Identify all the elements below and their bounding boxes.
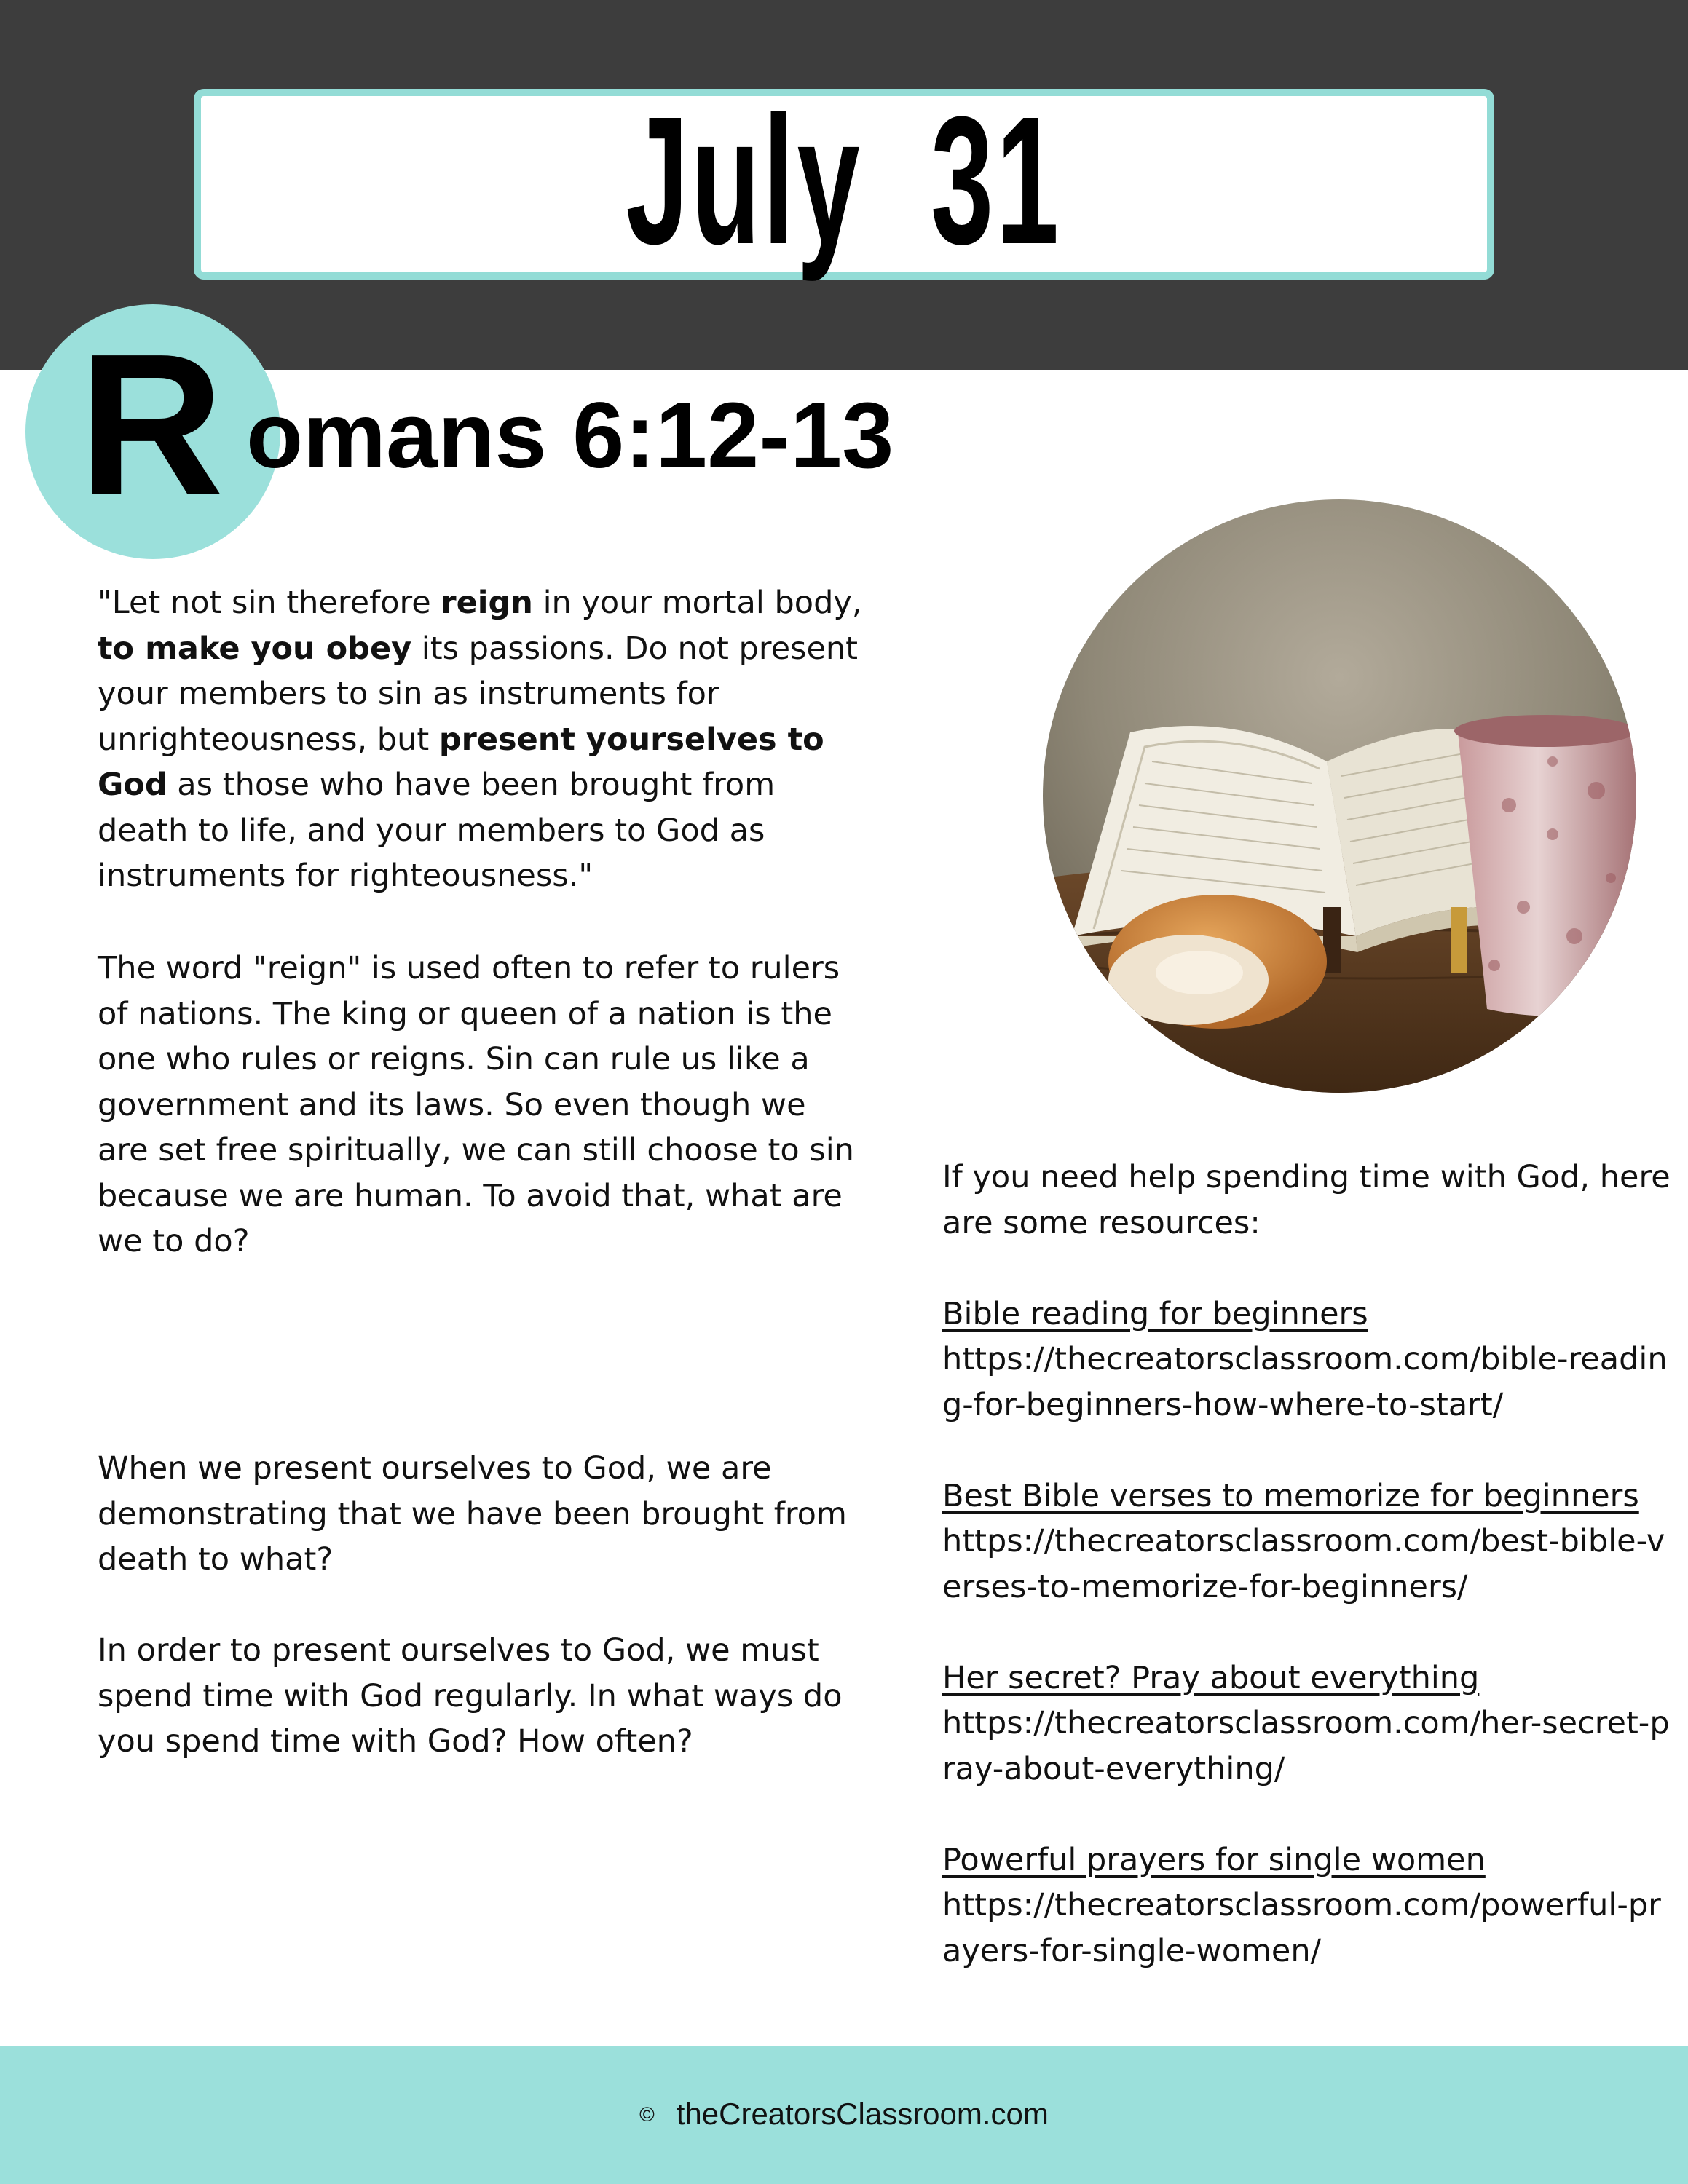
scripture-bold-present: present yourselves to God	[98, 721, 824, 803]
copyright-icon: ©	[639, 2103, 655, 2126]
resource-url[interactable]: https://thecreatorsclassroom.com/best-bible-verses-to-memorize-for-beginners/	[942, 1523, 1665, 1605]
present-text: When we present ourselves to God, we are demonstrating that we have been brought from death to what?	[98, 1450, 847, 1578]
drop-cap-letter: R	[79, 312, 224, 537]
resource-link-bible-reading[interactable]: Bible reading for beginners	[942, 1295, 1368, 1332]
resource-url[interactable]: https://thecreatorsclassroom.com/her-secret-pray-about-everything/	[942, 1705, 1670, 1787]
reign-paragraph	[98, 946, 862, 1265]
resource-link-prayers-single-women[interactable]: Powerful prayers for single women	[942, 1841, 1486, 1878]
date-banner	[194, 79, 1494, 282]
resource-url[interactable]: https://thecreatorsclassroom.com/bible-reading-for-beginners-how-where-to-start/	[942, 1341, 1668, 1423]
scripture-segment: "Let not sin therefore	[98, 585, 441, 621]
resources-intro: If you need help spending time with God, here are some resources:	[942, 1159, 1671, 1241]
scripture-bold-obey: to make you obey	[98, 630, 412, 667]
scripture-segment: in your mortal body,	[532, 585, 862, 621]
scripture-text	[98, 580, 862, 899]
resource-link-pray-about-everything[interactable]: Her secret? Pray about everything	[942, 1659, 1480, 1696]
scripture-segment: as those who have been brought from death to life, and your members to God as instruments for righteousness."	[98, 767, 776, 894]
resource-item	[942, 1473, 1671, 1610]
bible-bread-cup-photo	[1043, 499, 1636, 1093]
footer-site[interactable]: theCreatorsClassroom.com	[676, 2097, 1049, 2131]
verse-reference: omans 6:12-13	[246, 384, 894, 488]
resources-section	[942, 1155, 1671, 1974]
resource-item	[942, 1291, 1671, 1428]
reign-text: The word "reign" is used often to refer to rulers of nations. The king or queen of a nation is the one who rules or reigns. Sin can rule us like a government and its laws. So even though we are set free spiritually, we can still choose to sin because we are human. To avoid that, what are we to do?	[98, 950, 854, 1259]
scripture-bold-reign: reign	[441, 585, 533, 621]
resource-item	[942, 1655, 1671, 1792]
resource-item	[942, 1837, 1671, 1974]
time-with-god-question	[98, 1628, 862, 1765]
present-question	[98, 1446, 862, 1583]
date-title: July 31	[626, 79, 1062, 282]
photo-illustration	[1043, 499, 1636, 1093]
scripture-paragraph	[98, 580, 862, 899]
time-text: In order to present ourselves to God, we must spend time with God regularly. In what ways do you spend time with God? How often?	[98, 1632, 843, 1760]
resource-url[interactable]: https://thecreatorsclassroom.com/powerful-prayers-for-single-women/	[942, 1887, 1661, 1969]
scripture-segment: its passions. Do not present your members to sin as instruments for unrighteousness, but	[98, 630, 859, 758]
resource-link-memorize-verses[interactable]: Best Bible verses to memorize for beginners	[942, 1477, 1639, 1514]
footer	[0, 2097, 1688, 2132]
